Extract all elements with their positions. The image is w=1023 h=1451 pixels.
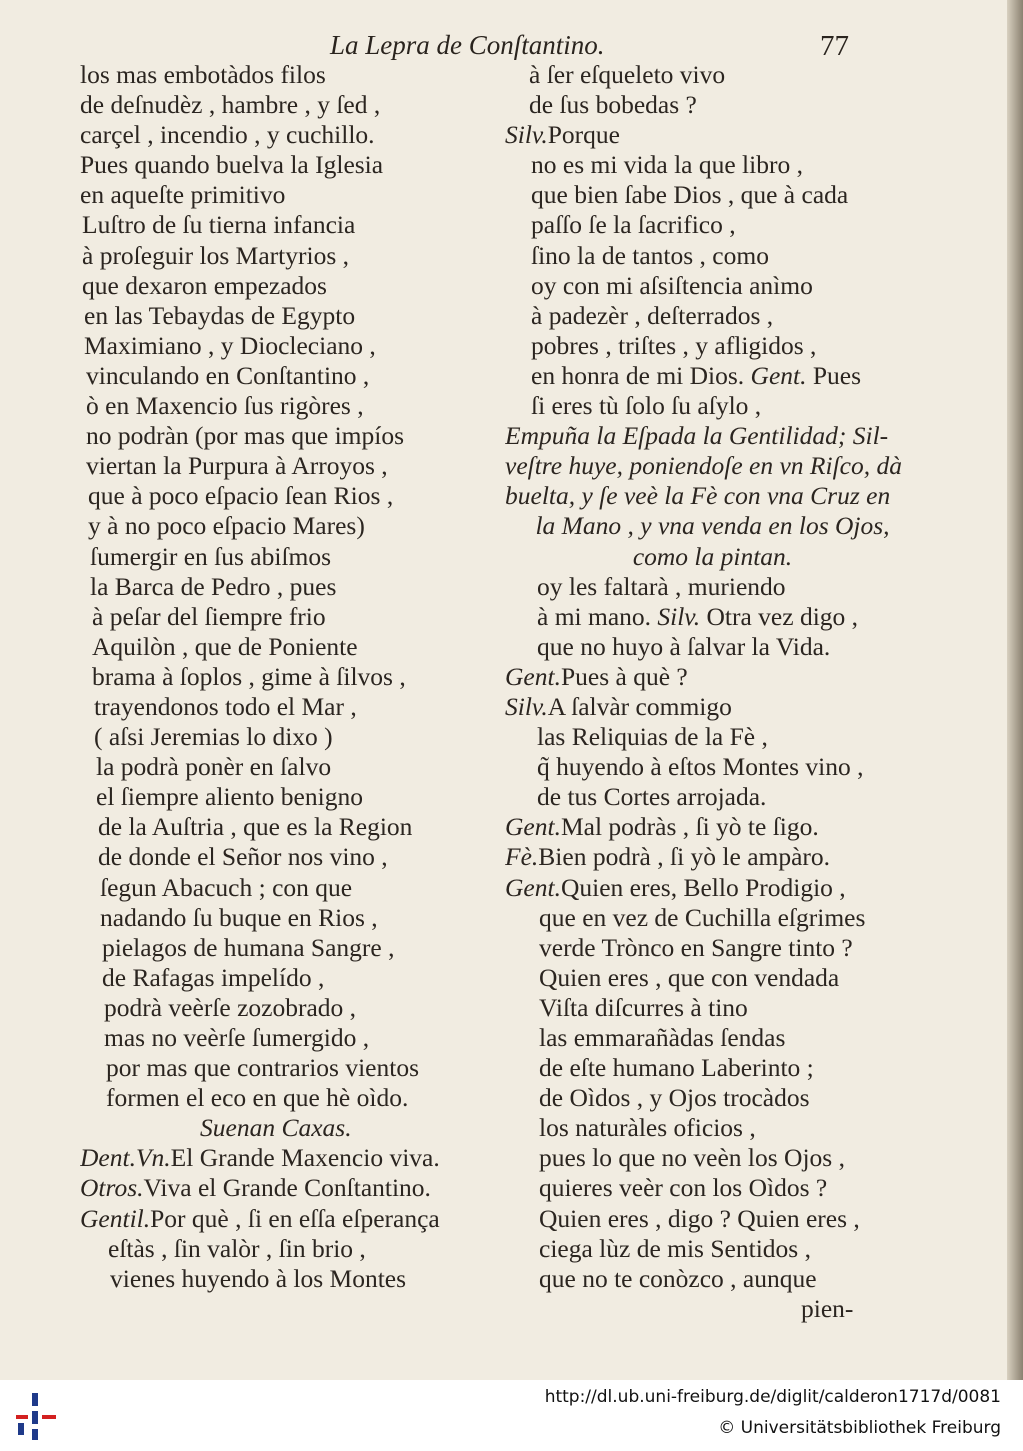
verse-line [505,1204,920,1234]
right-text-column [505,60,920,1324]
line-text: à mi mano. [537,601,658,631]
line-text: en las Tebaydas de Egypto [84,300,356,330]
line-text: Quien eres, Bello Prodigio , [560,872,846,902]
line-text: Aquilòn , que de Poniente [92,631,358,661]
line-text: El Grande Maxencio viva. [170,1143,440,1173]
line-text: en honra de mi Dios. [531,360,751,390]
verse-line [80,120,490,150]
line-text: Quien eres , que con vendada [539,962,840,992]
verse-line [80,1083,490,1113]
line-text: Pues [806,360,862,390]
line-text: podrà veèrſe zozobrado , [104,992,357,1022]
verse-line [80,511,490,541]
line-text: las emmarañàdas ſendas [539,1023,786,1052]
speaker-label: Gent. [505,872,561,902]
line-text: viertan la Purpura à Arroyos , [86,451,388,481]
verse-line [80,1264,490,1294]
line-text: de deſnudèz , hambre , y ſed , [80,90,381,120]
line-text: que dexaron empezados [82,270,327,300]
line-text: de ſus bobedas ? [529,90,697,120]
line-text: vienes huyendo à los Montes [110,1263,407,1293]
speaker-label: Silv. [505,120,548,150]
copyright-notice: © Universitätsbibliothek Freiburg [718,1418,1001,1438]
verse-line [80,60,490,90]
verse-line [505,271,920,301]
line-text: pues lo que no veèn los Ojos , [539,1143,845,1173]
line-text: buelta, y ſe veè la Fè con vna Cruz en [505,481,891,511]
stage-direction-line [505,451,920,481]
speaker-label: Gentil. [80,1203,151,1233]
line-text: vinculando en Conſtantino , [86,360,370,390]
verse-line [505,692,920,722]
line-text: Suenan Caxas. [200,1113,352,1143]
verse-line [505,722,920,752]
line-text: Empuña la Eſpada la Gentilidad; Sil- [505,421,889,451]
ub-freiburg-logo-icon[interactable] [14,1391,64,1441]
line-text: en aqueſte primitivo [80,180,286,210]
stage-direction-line [505,511,920,541]
verse-line [505,210,920,240]
line-text: carçel , incendio , y cuchillo. [80,120,375,150]
verse-line [505,873,920,903]
page-number: 77 [820,30,849,62]
verse-line [505,752,920,782]
line-text: de Oìdos , y Ojos trocàdos [539,1083,810,1113]
verse-line [505,180,920,210]
verse-line [80,331,490,361]
line-text: por mas que contrarios vientos [106,1053,420,1083]
line-text: Pues à què ? [560,661,688,691]
line-text: que à poco eſpacio ſean Rios , [88,481,394,511]
stage-direction-line [505,481,920,511]
line-text: los mas embotàdos filos [80,60,326,89]
line-text: el ſiempre aliento benigno [96,782,363,812]
line-text: à peſar del ſiempre frio [92,601,326,631]
line-text: que bien ſabe Dios , que à cada [531,180,849,210]
speaker-label: Silv. [657,601,701,631]
verse-line [80,451,490,481]
line-text: trayendonos todo el Mar , [94,691,357,721]
line-text: veſtre huye, poniendoſe en vn Riſco, dà [505,451,902,481]
verse-line [80,241,490,271]
line-text: Porque [547,120,620,150]
verse-line [505,933,920,963]
line-text: que en vez de Cuchilla eſgrimes [539,902,866,932]
line-text: nadando ſu buque en Rios , [100,902,378,932]
verse-line [505,301,920,331]
verse-line [80,722,490,752]
verse-line [505,662,920,692]
verse-line [80,903,490,933]
verse-line [80,391,490,421]
line-text: no es mi vida la que libro , [531,150,803,180]
verse-line [80,812,490,842]
line-text: brama à ſoplos , gime à ſilvos , [92,661,406,691]
verse-line [80,271,490,301]
line-text: los naturàles oficios , [539,1113,756,1143]
line-text: ciega lùz de mis Sentidos , [539,1233,811,1263]
verse-line [505,632,920,662]
verse-line [505,842,920,872]
verse-line [80,150,490,180]
verse-line [80,572,490,602]
verse-line [80,752,490,782]
line-text: la Mano , y vna venda en los Ojos, [535,511,890,541]
line-text: oy les faltarà , muriendo [537,571,786,601]
verse-line [80,481,490,511]
line-text: la Barca de Pedro , pues [90,571,337,601]
line-text: ſegun Abacuch ; con que [100,872,353,902]
line-text: oy con mi aſsiſtencia anìmo [531,270,813,300]
verse-line [80,692,490,722]
verse-line [80,210,490,240]
verse-line [505,572,920,602]
line-text: eſtàs , ſin valòr , ſin brio , [108,1233,366,1263]
verse-line [505,963,920,993]
speaker-label: Dent.Vn. [80,1143,171,1173]
verse-line [80,1204,490,1234]
line-text: de Rafagas impelído , [102,962,325,992]
line-text: no podràn (por mas que impíos [86,421,404,451]
line-text: Mal podràs , ſi yò te ſigo. [560,812,819,842]
stage-direction-line [80,1113,490,1143]
verse-line [505,1083,920,1113]
line-text: y à no poco eſpacio Mares) [88,511,365,541]
verse-line [505,1113,920,1143]
line-text: Otra vez digo , [700,601,859,631]
line-text: mas no veèrſe ſumergido , [104,1023,370,1052]
verse-line [80,542,490,572]
line-text: formen el eco en que hè oìdo. [106,1083,409,1113]
verse-line [80,1023,490,1053]
verse-line [80,90,490,120]
line-text: à padezèr , deſterrados , [531,300,774,330]
line-text: de donde el Señor nos vino , [98,842,388,872]
verse-line [80,993,490,1023]
line-text: à proſeguir los Martyrios , [82,240,349,270]
verse-line [80,180,490,210]
line-text: ſino la de tantos , como [531,240,769,270]
verse-line [505,60,920,90]
verse-line [505,782,920,812]
line-text: q̃ huyendo à eſtos Montes vino , [537,752,864,782]
verse-line [505,1023,920,1053]
verse-line [505,241,920,271]
line-text: verde Trònco en Sangre tinto ? [539,932,853,962]
verse-line [505,331,920,361]
line-text: la podrà ponèr en ſalvo [96,752,332,782]
speaker-label: Otros. [80,1173,144,1203]
verse-line [80,662,490,692]
line-text: A ſalvàr commigo [547,691,732,721]
line-text: de eſte humano Laberinto ; [539,1053,814,1083]
line-text: que no te conòzco , aunque [539,1263,817,1293]
verse-line [505,150,920,180]
verse-line [80,361,490,391]
verse-line [80,1173,490,1203]
line-text: paſſo ſe la ſacrifico , [531,210,736,240]
verse-line [505,391,920,421]
verse-line [80,301,490,331]
line-text: de la Auſtria , que es la Region [98,812,413,842]
line-text: Viſta diſcurres à tino [539,992,748,1022]
verse-line [505,602,920,632]
line-text: quieres veèr con los Oìdos ? [539,1173,828,1203]
line-text: ſumergir en ſus abiſmos [90,541,332,571]
line-text: pielagos de humana Sangre , [102,932,395,962]
left-text-column [80,60,490,1294]
line-text: Luſtro de ſu tierna infancia [82,210,356,240]
verse-line [505,1143,920,1173]
verse-line [505,1173,920,1203]
verse-line [80,1234,490,1264]
speaker-label: Silv. [505,691,548,721]
verse-line [505,993,920,1023]
verse-line [505,361,920,391]
line-text: de tus Cortes arrojada. [537,782,767,812]
line-text: Por què , ſi en eſſa eſperança [150,1203,440,1233]
line-text: Maximiano , y Diocleciano , [84,330,376,360]
verse-line [505,90,920,120]
running-title: La Lepra de Conſtantino. [330,30,605,60]
permalink-url[interactable]: http://dl.ub.uni-freiburg.de/diglit/calderon1717d/0081 [544,1387,1001,1407]
verse-line [505,812,920,842]
line-text: ò en Maxencio ſus rigòres , [86,391,364,421]
verse-line [80,1053,490,1083]
speaker-label: Gent. [750,360,807,390]
line-text: pobres , triſtes , y afligidos , [531,330,817,360]
verse-line [80,842,490,872]
verse-line [505,1294,920,1324]
speaker-label: Gent. [505,812,561,842]
line-text: ſi eres tù ſolo ſu aſylo , [531,391,762,421]
verse-line [505,1053,920,1083]
stage-direction-line [505,542,920,572]
line-text: que no huyo à ſalvar la Vida. [537,631,831,661]
verse-line [80,873,490,903]
line-text: como la pintan. [632,541,793,571]
verse-line [80,933,490,963]
verse-line [80,602,490,632]
stage-direction-line [505,421,920,451]
verse-line [80,963,490,993]
verse-line [80,421,490,451]
verse-line [80,782,490,812]
line-text: Bien podrà , ſi yò le ampàro. [538,842,831,872]
verse-line [80,1143,490,1173]
speaker-label: Fè. [505,842,539,872]
verse-line [505,120,920,150]
line-text: ( aſsi Jeremias lo dixo ) [94,722,333,752]
line-text: las Reliquias de la Fè , [537,722,768,752]
verse-line [80,632,490,662]
line-text: Viva el Grande Conſtantino. [143,1173,431,1203]
verse-line [505,903,920,933]
line-text: à ſer eſqueleto vivo [529,60,726,89]
line-text: pien- [801,1293,854,1323]
verse-line [505,1234,920,1264]
page-edge-shadow [1007,0,1023,1380]
line-text: Pues quando buelva la Iglesia [80,150,384,180]
speaker-label: Gent. [505,661,561,691]
line-text: Quien eres , digo ? Quien eres , [539,1203,860,1233]
verse-line [505,1264,920,1294]
